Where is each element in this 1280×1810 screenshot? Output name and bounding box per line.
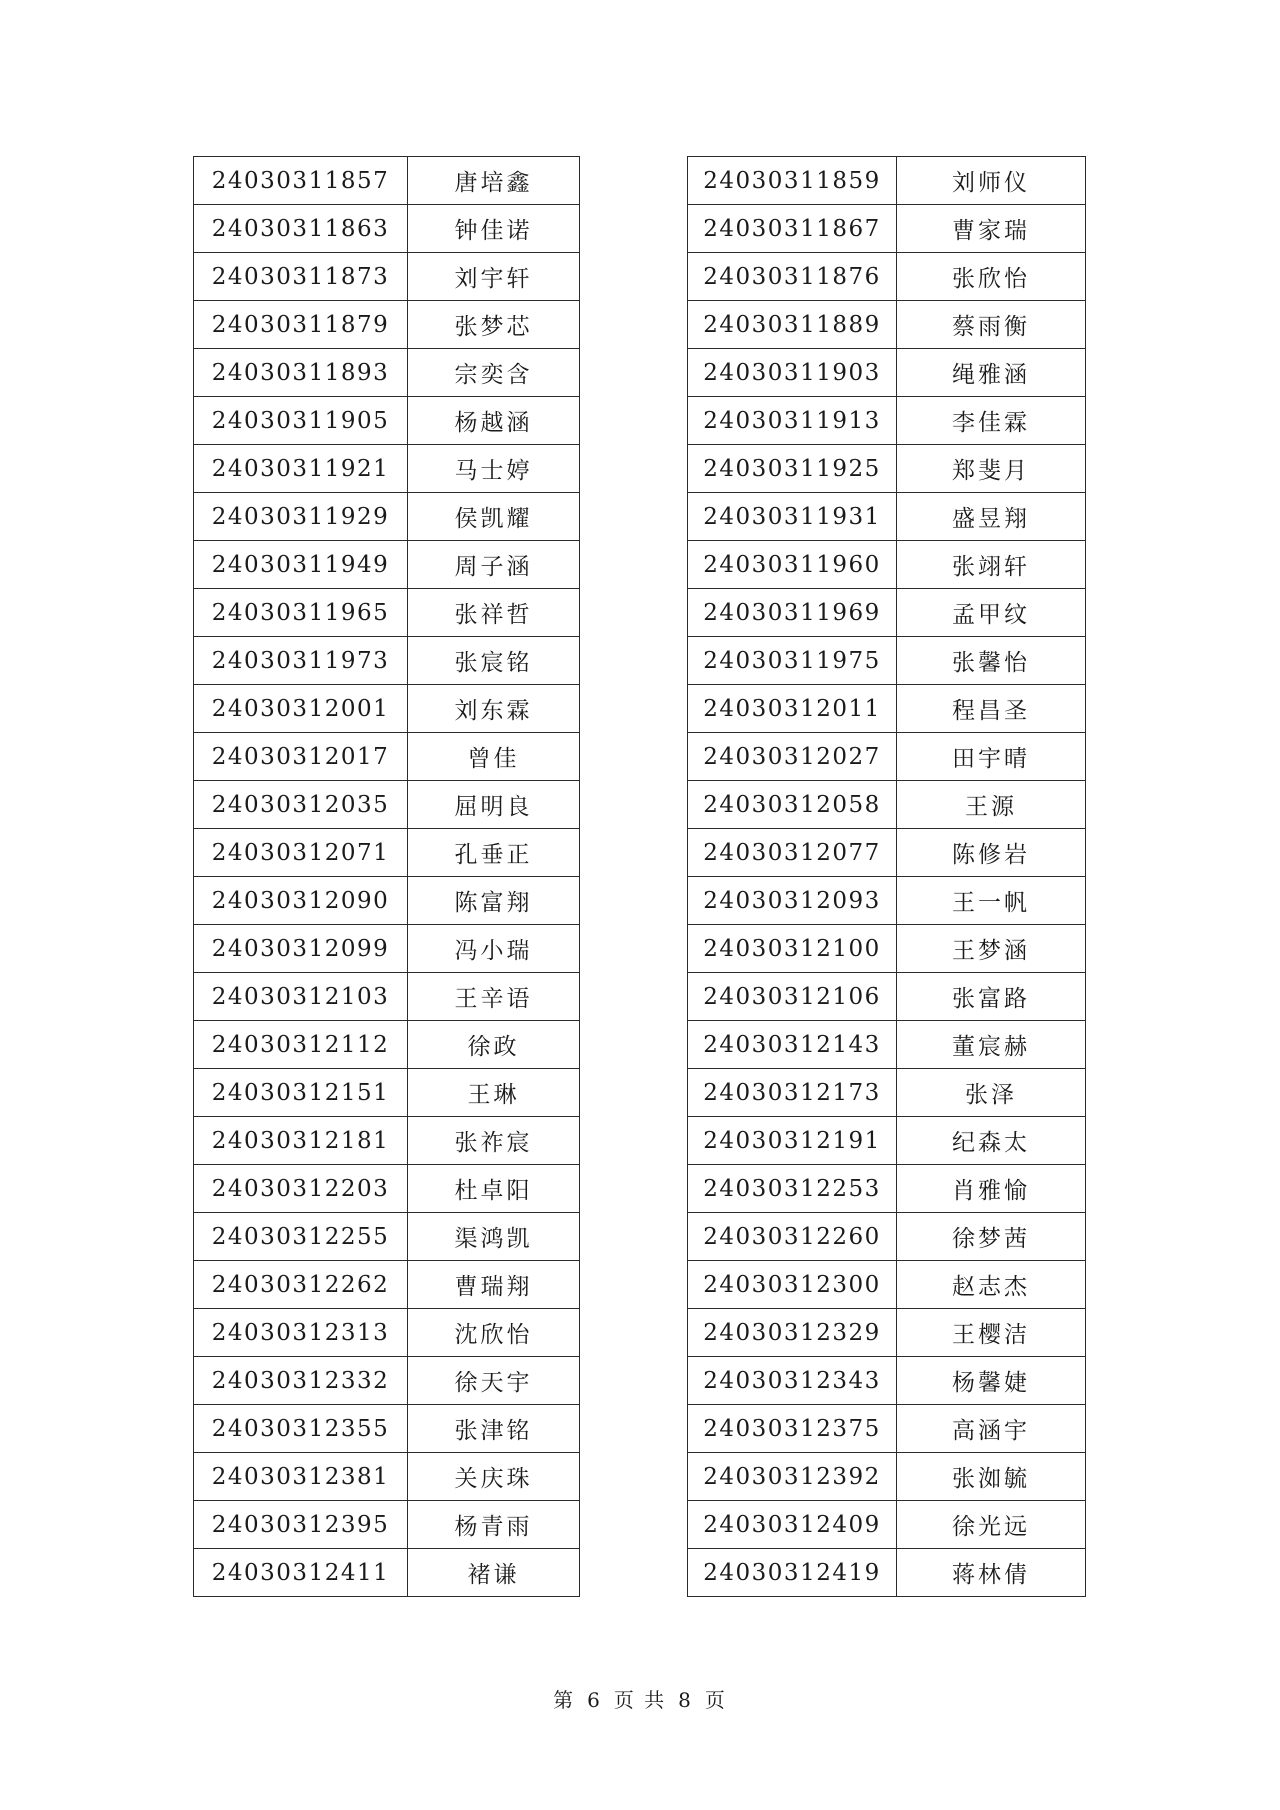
student-name-cell: 高涵宇 xyxy=(897,1405,1086,1453)
student-name-cell: 张泽 xyxy=(897,1069,1086,1117)
table-row xyxy=(194,973,580,1021)
student-id-cell: 24030311975 xyxy=(688,637,897,685)
student-name-cell: 刘宇轩 xyxy=(408,253,580,301)
student-id-cell: 24030311879 xyxy=(194,301,408,349)
table-row xyxy=(688,637,1086,685)
table-row xyxy=(194,205,580,253)
student-id-cell: 24030312011 xyxy=(688,685,897,733)
table-row xyxy=(194,1453,580,1501)
table-row xyxy=(688,157,1086,205)
student-name-cell: 王琳 xyxy=(408,1069,580,1117)
student-name-cell: 蔡雨衡 xyxy=(897,301,1086,349)
student-id-cell: 24030312151 xyxy=(194,1069,408,1117)
student-name-cell: 郑斐月 xyxy=(897,445,1086,493)
table-row xyxy=(688,1309,1086,1357)
student-id-cell: 24030312392 xyxy=(688,1453,897,1501)
student-id-cell: 24030312112 xyxy=(194,1021,408,1069)
table-row xyxy=(688,1453,1086,1501)
student-id-cell: 24030311965 xyxy=(194,589,408,637)
student-id-cell: 24030312411 xyxy=(194,1549,408,1597)
student-name-cell: 徐政 xyxy=(408,1021,580,1069)
student-name-cell: 张津铭 xyxy=(408,1405,580,1453)
student-id-cell: 24030312313 xyxy=(194,1309,408,1357)
student-name-cell: 张翊轩 xyxy=(897,541,1086,589)
student-id-cell: 24030311925 xyxy=(688,445,897,493)
table-row xyxy=(194,1357,580,1405)
student-name-cell: 赵志杰 xyxy=(897,1261,1086,1309)
student-id-cell: 24030312090 xyxy=(194,877,408,925)
student-name-cell: 张祥哲 xyxy=(408,589,580,637)
roster-table-right xyxy=(687,156,1086,1597)
table-row xyxy=(688,925,1086,973)
student-id-cell: 24030312143 xyxy=(688,1021,897,1069)
roster-table-right-body xyxy=(688,157,1086,1597)
student-id-cell: 24030311867 xyxy=(688,205,897,253)
student-id-cell: 24030311889 xyxy=(688,301,897,349)
table-row xyxy=(688,1405,1086,1453)
table-row xyxy=(688,205,1086,253)
student-id-cell: 24030311969 xyxy=(688,589,897,637)
table-row xyxy=(194,685,580,733)
student-name-cell: 李佳霖 xyxy=(897,397,1086,445)
student-id-cell: 24030312395 xyxy=(194,1501,408,1549)
table-row xyxy=(194,349,580,397)
student-name-cell: 陈修岩 xyxy=(897,829,1086,877)
student-name-cell: 田宇晴 xyxy=(897,733,1086,781)
table-row xyxy=(194,1261,580,1309)
table-row xyxy=(194,877,580,925)
table-row xyxy=(194,1117,580,1165)
table-row xyxy=(688,445,1086,493)
student-name-cell: 刘师仪 xyxy=(897,157,1086,205)
footer-current-page: 6 xyxy=(587,1688,602,1712)
student-id-cell: 24030312419 xyxy=(688,1549,897,1597)
student-id-cell: 24030311857 xyxy=(194,157,408,205)
student-name-cell: 曾佳 xyxy=(408,733,580,781)
student-id-cell: 24030312191 xyxy=(688,1117,897,1165)
table-row xyxy=(688,1165,1086,1213)
table-row xyxy=(194,157,580,205)
student-name-cell: 沈欣怡 xyxy=(408,1309,580,1357)
footer-suffix: 页 xyxy=(704,1688,727,1712)
page-footer xyxy=(0,1684,1280,1713)
student-id-cell: 24030311960 xyxy=(688,541,897,589)
student-id-cell: 24030312181 xyxy=(194,1117,408,1165)
student-name-cell: 张梦芯 xyxy=(408,301,580,349)
student-name-cell: 绳雅涵 xyxy=(897,349,1086,397)
table-row xyxy=(194,829,580,877)
student-id-cell: 24030312332 xyxy=(194,1357,408,1405)
table-row xyxy=(688,397,1086,445)
student-name-cell: 孟甲纹 xyxy=(897,589,1086,637)
student-name-cell: 侯凯耀 xyxy=(408,493,580,541)
student-id-cell: 24030311903 xyxy=(688,349,897,397)
student-id-cell: 24030311921 xyxy=(194,445,408,493)
student-id-cell: 24030311863 xyxy=(194,205,408,253)
table-row xyxy=(688,589,1086,637)
student-name-cell: 周子涵 xyxy=(408,541,580,589)
student-id-cell: 24030312253 xyxy=(688,1165,897,1213)
student-id-cell: 24030312035 xyxy=(194,781,408,829)
student-id-cell: 24030312203 xyxy=(194,1165,408,1213)
student-name-cell: 王樱洁 xyxy=(897,1309,1086,1357)
table-row xyxy=(194,733,580,781)
student-id-cell: 24030312106 xyxy=(688,973,897,1021)
table-row xyxy=(688,877,1086,925)
student-name-cell: 关庆珠 xyxy=(408,1453,580,1501)
student-name-cell: 杨馨婕 xyxy=(897,1357,1086,1405)
student-id-cell: 24030312260 xyxy=(688,1213,897,1261)
student-id-cell: 24030312173 xyxy=(688,1069,897,1117)
table-row xyxy=(194,301,580,349)
table-row xyxy=(194,1165,580,1213)
table-row xyxy=(688,493,1086,541)
student-name-cell: 冯小瑞 xyxy=(408,925,580,973)
student-name-cell: 张馨怡 xyxy=(897,637,1086,685)
table-row xyxy=(194,781,580,829)
table-row xyxy=(194,253,580,301)
student-name-cell: 宗奕含 xyxy=(408,349,580,397)
table-row xyxy=(194,1501,580,1549)
student-name-cell: 肖雅愉 xyxy=(897,1165,1086,1213)
table-row xyxy=(194,1069,580,1117)
student-id-cell: 24030312355 xyxy=(194,1405,408,1453)
table-row xyxy=(194,589,580,637)
table-row xyxy=(688,781,1086,829)
student-name-cell: 董宸赫 xyxy=(897,1021,1086,1069)
student-name-cell: 杨青雨 xyxy=(408,1501,580,1549)
student-name-cell: 孔垂正 xyxy=(408,829,580,877)
student-id-cell: 24030312099 xyxy=(194,925,408,973)
student-id-cell: 24030311913 xyxy=(688,397,897,445)
student-name-cell: 张洳毓 xyxy=(897,1453,1086,1501)
table-row xyxy=(688,1213,1086,1261)
student-name-cell: 王辛语 xyxy=(408,973,580,1021)
table-row xyxy=(688,301,1086,349)
student-id-cell: 24030312001 xyxy=(194,685,408,733)
student-id-cell: 24030311893 xyxy=(194,349,408,397)
student-name-cell: 马士婷 xyxy=(408,445,580,493)
student-id-cell: 24030312100 xyxy=(688,925,897,973)
table-row xyxy=(688,1357,1086,1405)
student-name-cell: 王源 xyxy=(897,781,1086,829)
table-row xyxy=(194,1549,580,1597)
table-row xyxy=(688,1501,1086,1549)
student-name-cell: 刘东霖 xyxy=(408,685,580,733)
student-id-cell: 24030312017 xyxy=(194,733,408,781)
table-row xyxy=(194,1405,580,1453)
student-id-cell: 24030312071 xyxy=(194,829,408,877)
student-name-cell: 王一帆 xyxy=(897,877,1086,925)
student-id-cell: 24030312300 xyxy=(688,1261,897,1309)
table-row xyxy=(194,493,580,541)
student-id-cell: 24030312343 xyxy=(688,1357,897,1405)
footer-total-pages: 8 xyxy=(678,1688,693,1712)
table-row xyxy=(688,541,1086,589)
student-id-cell: 24030312093 xyxy=(688,877,897,925)
student-id-cell: 24030311931 xyxy=(688,493,897,541)
student-name-cell: 张富路 xyxy=(897,973,1086,1021)
table-row xyxy=(688,1549,1086,1597)
table-row xyxy=(688,1117,1086,1165)
table-row xyxy=(194,637,580,685)
student-id-cell: 24030312375 xyxy=(688,1405,897,1453)
student-name-cell: 曹家瑞 xyxy=(897,205,1086,253)
student-id-cell: 24030311876 xyxy=(688,253,897,301)
student-name-cell: 陈富翔 xyxy=(408,877,580,925)
table-row xyxy=(688,253,1086,301)
table-row xyxy=(194,541,580,589)
student-id-cell: 24030312058 xyxy=(688,781,897,829)
student-id-cell: 24030311973 xyxy=(194,637,408,685)
student-id-cell: 24030311905 xyxy=(194,397,408,445)
student-name-cell: 褚谦 xyxy=(408,1549,580,1597)
student-name-cell: 屈明良 xyxy=(408,781,580,829)
footer-middle: 页 共 xyxy=(613,1688,667,1712)
table-row xyxy=(194,1213,580,1261)
table-row xyxy=(688,733,1086,781)
student-name-cell: 钟佳诺 xyxy=(408,205,580,253)
footer-prefix: 第 xyxy=(553,1688,576,1712)
student-id-cell: 24030312329 xyxy=(688,1309,897,1357)
student-name-cell: 徐梦茜 xyxy=(897,1213,1086,1261)
student-name-cell: 徐天宇 xyxy=(408,1357,580,1405)
student-name-cell: 唐培鑫 xyxy=(408,157,580,205)
student-id-cell: 24030311873 xyxy=(194,253,408,301)
table-row xyxy=(688,973,1086,1021)
student-name-cell: 渠鸿凯 xyxy=(408,1213,580,1261)
table-row xyxy=(194,397,580,445)
student-name-cell: 程昌圣 xyxy=(897,685,1086,733)
student-name-cell: 盛昱翔 xyxy=(897,493,1086,541)
student-id-cell: 24030312255 xyxy=(194,1213,408,1261)
student-name-cell: 徐光远 xyxy=(897,1501,1086,1549)
student-name-cell: 蒋林倩 xyxy=(897,1549,1086,1597)
student-name-cell: 杜卓阳 xyxy=(408,1165,580,1213)
student-name-cell: 纪森太 xyxy=(897,1117,1086,1165)
student-name-cell: 杨越涵 xyxy=(408,397,580,445)
student-name-cell: 曹瑞翔 xyxy=(408,1261,580,1309)
student-id-cell: 24030312027 xyxy=(688,733,897,781)
roster-table-left-body xyxy=(194,157,580,1597)
student-id-cell: 24030311949 xyxy=(194,541,408,589)
student-id-cell: 24030312409 xyxy=(688,1501,897,1549)
student-id-cell: 24030311929 xyxy=(194,493,408,541)
student-name-cell: 王梦涵 xyxy=(897,925,1086,973)
table-row xyxy=(688,685,1086,733)
student-id-cell: 24030311859 xyxy=(688,157,897,205)
student-name-cell: 张宸铭 xyxy=(408,637,580,685)
table-row xyxy=(688,1069,1086,1117)
student-name-cell: 张祚宸 xyxy=(408,1117,580,1165)
table-row xyxy=(688,349,1086,397)
student-id-cell: 24030312077 xyxy=(688,829,897,877)
table-row xyxy=(688,1261,1086,1309)
table-row xyxy=(194,925,580,973)
student-id-cell: 24030312262 xyxy=(194,1261,408,1309)
student-name-cell: 张欣怡 xyxy=(897,253,1086,301)
table-row xyxy=(194,445,580,493)
student-id-cell: 24030312381 xyxy=(194,1453,408,1501)
table-row xyxy=(688,1021,1086,1069)
roster-table-left xyxy=(193,156,580,1597)
table-row xyxy=(194,1021,580,1069)
table-row xyxy=(688,829,1086,877)
table-row xyxy=(194,1309,580,1357)
student-id-cell: 24030312103 xyxy=(194,973,408,1021)
